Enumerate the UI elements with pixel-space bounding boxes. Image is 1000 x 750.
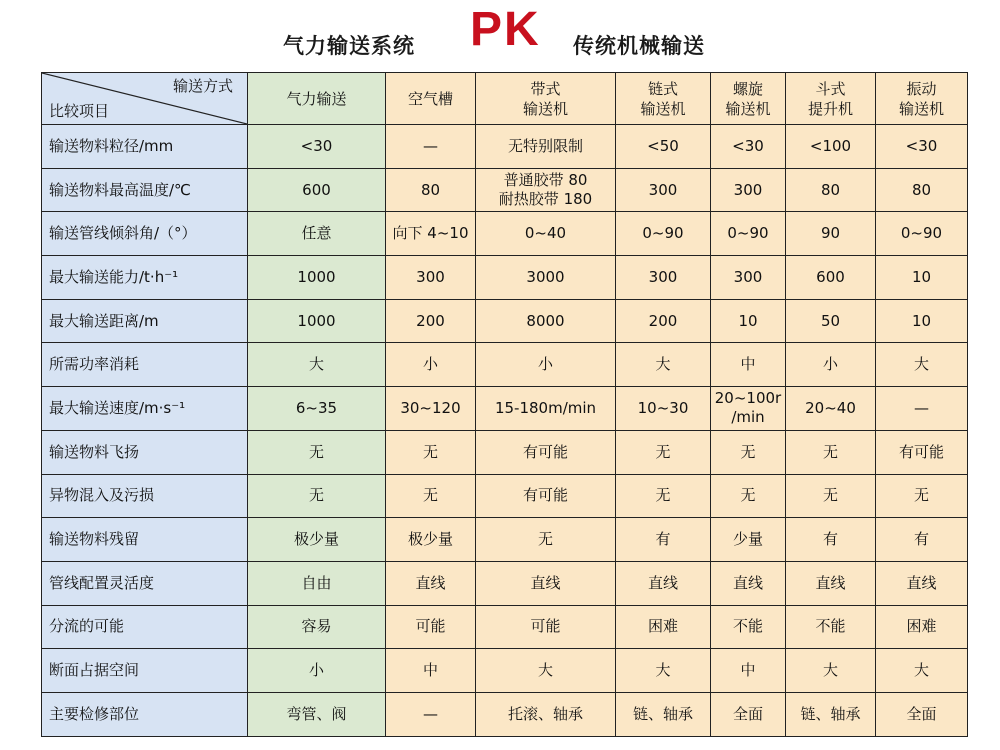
cell-line: 有可能 bbox=[522, 486, 568, 505]
table-cell bbox=[248, 212, 386, 256]
cell-line: <50 bbox=[647, 136, 679, 155]
table-cell bbox=[248, 168, 386, 212]
cell-line: 极少量 bbox=[407, 530, 453, 549]
cell-line: 直线 bbox=[815, 573, 846, 592]
row-label: 输送物料粒径/mm bbox=[42, 125, 248, 169]
table-cell bbox=[616, 430, 711, 474]
table-cell bbox=[616, 561, 711, 605]
cell-line: 大 bbox=[655, 355, 671, 374]
table-cell bbox=[616, 212, 711, 256]
cell-line: <100 bbox=[809, 136, 852, 155]
cell-line: <30 bbox=[905, 136, 938, 155]
table-cell bbox=[476, 649, 616, 693]
row-label: 异物混入及污损 bbox=[42, 474, 248, 518]
table-cell bbox=[248, 561, 386, 605]
table-row bbox=[42, 299, 968, 343]
table-cell bbox=[476, 518, 616, 562]
corner-top-label: 输送方式 bbox=[172, 77, 233, 95]
cell-line: 自由 bbox=[301, 573, 332, 592]
table-cell bbox=[386, 692, 476, 736]
column-header bbox=[876, 73, 968, 125]
cell-line: 0~90 bbox=[900, 224, 943, 243]
column-header-line: 链式 bbox=[647, 79, 678, 98]
table-cell bbox=[476, 256, 616, 300]
cell-line: 直线 bbox=[530, 573, 561, 592]
table-cell bbox=[386, 387, 476, 431]
table-cell bbox=[616, 605, 711, 649]
table-cell bbox=[711, 168, 786, 212]
table-cell bbox=[248, 256, 386, 300]
table-cell bbox=[786, 605, 876, 649]
cell-line: 中 bbox=[422, 661, 438, 680]
table-cell bbox=[711, 125, 786, 169]
table-cell bbox=[248, 299, 386, 343]
cell-line: 直线 bbox=[732, 573, 763, 592]
cell-line: 0~40 bbox=[524, 224, 567, 243]
table-cell bbox=[248, 430, 386, 474]
cell-line: 直线 bbox=[647, 573, 678, 592]
row-label: 断面占据空间 bbox=[42, 649, 248, 693]
cell-line: 耐热胶带 180 bbox=[498, 190, 593, 209]
table-cell bbox=[786, 125, 876, 169]
cell-line: 1000 bbox=[297, 311, 336, 330]
cell-line: 直线 bbox=[415, 573, 446, 592]
cell-line: 向下 4~10 bbox=[392, 224, 469, 243]
cell-line: 20~40 bbox=[805, 398, 856, 417]
table-cell bbox=[616, 474, 711, 518]
cell-line: 小 bbox=[537, 355, 553, 374]
row-label: 最大输送能力/t·h⁻¹ bbox=[42, 256, 248, 300]
cell-line: 无特别限制 bbox=[507, 136, 583, 155]
table-cell bbox=[386, 299, 476, 343]
cell-line: 6~35 bbox=[295, 398, 338, 417]
table-cell bbox=[786, 212, 876, 256]
comparison-table bbox=[41, 72, 968, 737]
row-label: 输送物料最高温度/℃ bbox=[42, 168, 248, 212]
column-header bbox=[711, 73, 786, 125]
table-cell bbox=[386, 125, 476, 169]
cell-line: 小 bbox=[422, 355, 438, 374]
table-row bbox=[42, 692, 968, 736]
table-cell bbox=[876, 256, 968, 300]
cell-line: 困难 bbox=[906, 617, 937, 636]
cell-line: 10 bbox=[911, 311, 932, 330]
table-row bbox=[42, 125, 968, 169]
page-title bbox=[0, 0, 1000, 70]
column-header-line: 气力输送 bbox=[286, 89, 347, 108]
cell-line: 全面 bbox=[732, 704, 763, 723]
column-header-line: 输送机 bbox=[898, 99, 944, 118]
cell-line: /min bbox=[731, 408, 765, 427]
cell-line: 任意 bbox=[301, 224, 332, 243]
column-header bbox=[386, 73, 476, 125]
table-cell bbox=[711, 430, 786, 474]
cell-line: 600 bbox=[816, 267, 845, 286]
table-cell bbox=[786, 387, 876, 431]
table-cell bbox=[386, 430, 476, 474]
cell-line: 中 bbox=[740, 661, 756, 680]
column-header-line: 提升机 bbox=[807, 99, 853, 118]
cell-line: 10~30 bbox=[637, 398, 689, 417]
cell-line: 有 bbox=[822, 530, 838, 549]
cell-line: 10 bbox=[738, 311, 758, 330]
corner-cell bbox=[42, 73, 248, 125]
column-header-line: 输送机 bbox=[640, 99, 686, 118]
table-cell bbox=[711, 518, 786, 562]
table-cell bbox=[248, 518, 386, 562]
table-cell bbox=[711, 299, 786, 343]
cell-line: 不能 bbox=[732, 617, 763, 636]
table-cell bbox=[786, 256, 876, 300]
table-cell bbox=[386, 343, 476, 387]
table-cell bbox=[786, 343, 876, 387]
table-cell bbox=[786, 692, 876, 736]
cell-line: 无 bbox=[537, 530, 553, 549]
table-cell bbox=[476, 474, 616, 518]
table-cell bbox=[476, 561, 616, 605]
table-row bbox=[42, 212, 968, 256]
column-header bbox=[616, 73, 711, 125]
table-cell bbox=[786, 518, 876, 562]
cell-line: 15-180m/min bbox=[494, 398, 597, 417]
table-cell bbox=[616, 299, 711, 343]
column-header-line: 空气槽 bbox=[407, 89, 453, 108]
table-cell bbox=[386, 518, 476, 562]
cell-line: 困难 bbox=[647, 617, 678, 636]
table-cell bbox=[876, 692, 968, 736]
table-cell bbox=[386, 561, 476, 605]
corner-bottom-label: 比较项目 bbox=[49, 102, 110, 120]
table-cell bbox=[616, 168, 711, 212]
cell-line: 3000 bbox=[526, 267, 565, 286]
table-cell bbox=[711, 387, 786, 431]
table-cell bbox=[711, 692, 786, 736]
title-pk: PK bbox=[470, 3, 541, 56]
table-cell bbox=[476, 343, 616, 387]
table-cell bbox=[711, 605, 786, 649]
table-row bbox=[42, 343, 968, 387]
table-cell bbox=[616, 649, 711, 693]
table-cell bbox=[386, 605, 476, 649]
cell-line: 无 bbox=[308, 442, 324, 461]
table-cell bbox=[786, 649, 876, 693]
table-cell bbox=[386, 474, 476, 518]
row-label: 输送物料残留 bbox=[42, 518, 248, 562]
table-cell bbox=[248, 387, 386, 431]
table-cell bbox=[876, 343, 968, 387]
table-cell bbox=[616, 256, 711, 300]
table-cell bbox=[616, 343, 711, 387]
column-header bbox=[476, 73, 616, 125]
table-cell bbox=[476, 430, 616, 474]
cell-line: <30 bbox=[300, 136, 333, 155]
row-label: 主要检修部位 bbox=[42, 692, 248, 736]
table-cell bbox=[711, 212, 786, 256]
cell-line: 有 bbox=[655, 530, 671, 549]
cell-line: — bbox=[914, 398, 929, 417]
cell-line: 无 bbox=[740, 442, 756, 461]
column-header-line: 输送机 bbox=[725, 99, 771, 118]
table-cell bbox=[248, 343, 386, 387]
cell-line: 大 bbox=[822, 661, 838, 680]
row-label: 输送物料飞扬 bbox=[42, 430, 248, 474]
cell-line: 大 bbox=[655, 661, 671, 680]
cell-line: 80 bbox=[911, 180, 932, 199]
cell-line: 弯管、阀 bbox=[286, 704, 347, 723]
cell-line: 托滚、轴承 bbox=[507, 704, 583, 723]
cell-line: <30 bbox=[732, 136, 764, 155]
cell-line: 全面 bbox=[906, 704, 937, 723]
cell-line: 无 bbox=[913, 486, 929, 505]
table-cell bbox=[786, 474, 876, 518]
table-cell bbox=[876, 212, 968, 256]
cell-line: 链、轴承 bbox=[632, 704, 693, 723]
cell-line: 大 bbox=[913, 661, 929, 680]
column-header-line: 带式 bbox=[530, 79, 561, 98]
table-cell bbox=[876, 649, 968, 693]
cell-line: 可能 bbox=[530, 617, 561, 636]
table-cell bbox=[786, 430, 876, 474]
table-row bbox=[42, 561, 968, 605]
cell-line: 无 bbox=[822, 442, 838, 461]
table-cell bbox=[711, 343, 786, 387]
table-cell bbox=[616, 692, 711, 736]
title-right: 传统机械输送 bbox=[573, 34, 705, 58]
cell-line: 无 bbox=[655, 442, 671, 461]
table-row bbox=[42, 605, 968, 649]
table-cell bbox=[876, 430, 968, 474]
table-cell bbox=[616, 387, 711, 431]
row-label: 所需功率消耗 bbox=[42, 343, 248, 387]
cell-line: 大 bbox=[537, 661, 553, 680]
cell-line: 中 bbox=[740, 355, 756, 374]
cell-line: 600 bbox=[302, 180, 331, 199]
cell-line: 90 bbox=[820, 224, 841, 243]
table-cell bbox=[386, 168, 476, 212]
table-row bbox=[42, 256, 968, 300]
cell-line: 80 bbox=[820, 180, 841, 199]
cell-line: 0~90 bbox=[642, 224, 684, 243]
cell-line: 20~100r bbox=[714, 389, 782, 408]
table-cell bbox=[476, 605, 616, 649]
table-cell bbox=[876, 518, 968, 562]
table-cell bbox=[476, 212, 616, 256]
cell-line: 小 bbox=[308, 661, 324, 680]
table-cell bbox=[876, 168, 968, 212]
cell-line: 大 bbox=[913, 355, 929, 374]
cell-line: 300 bbox=[416, 267, 445, 286]
cell-line: 1000 bbox=[297, 267, 336, 286]
table-row bbox=[42, 474, 968, 518]
row-label: 最大输送速度/m·s⁻¹ bbox=[42, 387, 248, 431]
row-label: 最大输送距离/m bbox=[42, 299, 248, 343]
table-cell bbox=[386, 212, 476, 256]
cell-line: 无 bbox=[308, 486, 324, 505]
table-cell bbox=[876, 387, 968, 431]
cell-line: 无 bbox=[422, 486, 438, 505]
table-cell bbox=[711, 256, 786, 300]
row-label: 输送管线倾斜角/（°） bbox=[42, 212, 248, 256]
cell-line: 普通胶带 80 bbox=[503, 171, 588, 190]
cell-line: 10 bbox=[911, 267, 932, 286]
column-header-line: 振动 bbox=[906, 79, 937, 98]
cell-line: 50 bbox=[820, 311, 841, 330]
table-cell bbox=[876, 474, 968, 518]
cell-line: 大 bbox=[308, 355, 324, 374]
cell-line: 0~90 bbox=[727, 224, 769, 243]
cell-line: 300 bbox=[733, 267, 763, 286]
column-header bbox=[786, 73, 876, 125]
table-cell bbox=[786, 561, 876, 605]
cell-line: 80 bbox=[420, 180, 441, 199]
table-cell bbox=[616, 125, 711, 169]
table-cell bbox=[711, 474, 786, 518]
table-cell bbox=[248, 649, 386, 693]
row-label: 管线配置灵活度 bbox=[42, 561, 248, 605]
cell-line: 无 bbox=[822, 486, 838, 505]
cell-line: 有 bbox=[913, 530, 929, 549]
table-cell bbox=[616, 518, 711, 562]
cell-line: 无 bbox=[655, 486, 671, 505]
cell-line: 300 bbox=[733, 180, 763, 199]
title-left: 气力输送系统 bbox=[283, 34, 415, 58]
table-row bbox=[42, 649, 968, 693]
cell-line: 可能 bbox=[415, 617, 446, 636]
cell-line: 链、轴承 bbox=[800, 704, 861, 723]
cell-line: 直线 bbox=[906, 573, 937, 592]
table-cell bbox=[711, 649, 786, 693]
column-header-line: 螺旋 bbox=[732, 79, 763, 98]
table-cell bbox=[876, 299, 968, 343]
cell-line: 300 bbox=[648, 267, 678, 286]
cell-line: 200 bbox=[416, 311, 445, 330]
table-cell bbox=[476, 692, 616, 736]
header-row bbox=[42, 73, 968, 125]
cell-line: 极少量 bbox=[293, 530, 339, 549]
table-cell bbox=[876, 125, 968, 169]
cell-line: 不能 bbox=[815, 617, 846, 636]
table-cell bbox=[876, 605, 968, 649]
table-cell bbox=[476, 125, 616, 169]
column-header-line: 输送机 bbox=[522, 99, 568, 118]
cell-line: — bbox=[423, 704, 438, 723]
table-row bbox=[42, 168, 968, 212]
table-row bbox=[42, 387, 968, 431]
cell-line: 30~120 bbox=[400, 398, 461, 417]
cell-line: 有可能 bbox=[522, 442, 568, 461]
cell-line: 无 bbox=[422, 442, 438, 461]
table-cell bbox=[386, 649, 476, 693]
cell-line: 8000 bbox=[526, 311, 565, 330]
table-cell bbox=[876, 561, 968, 605]
table-cell bbox=[476, 387, 616, 431]
cell-line: 少量 bbox=[732, 530, 763, 549]
table-cell bbox=[786, 299, 876, 343]
column-header bbox=[248, 73, 386, 125]
cell-line: 无 bbox=[740, 486, 756, 505]
cell-line: 300 bbox=[648, 180, 678, 199]
cell-line: 小 bbox=[822, 355, 838, 374]
cell-line: — bbox=[423, 136, 438, 155]
table-cell bbox=[248, 125, 386, 169]
table-cell bbox=[786, 168, 876, 212]
table-cell bbox=[386, 256, 476, 300]
cell-line: 容易 bbox=[301, 617, 332, 636]
row-label: 分流的可能 bbox=[42, 605, 248, 649]
table-row bbox=[42, 518, 968, 562]
table-cell bbox=[711, 561, 786, 605]
table-cell bbox=[476, 299, 616, 343]
table-cell bbox=[248, 605, 386, 649]
table-cell bbox=[248, 474, 386, 518]
cell-line: 200 bbox=[648, 311, 678, 330]
table-row bbox=[42, 430, 968, 474]
cell-line: 有可能 bbox=[898, 442, 944, 461]
table-cell bbox=[248, 692, 386, 736]
table-cell bbox=[476, 168, 616, 212]
column-header-line: 斗式 bbox=[815, 79, 846, 98]
